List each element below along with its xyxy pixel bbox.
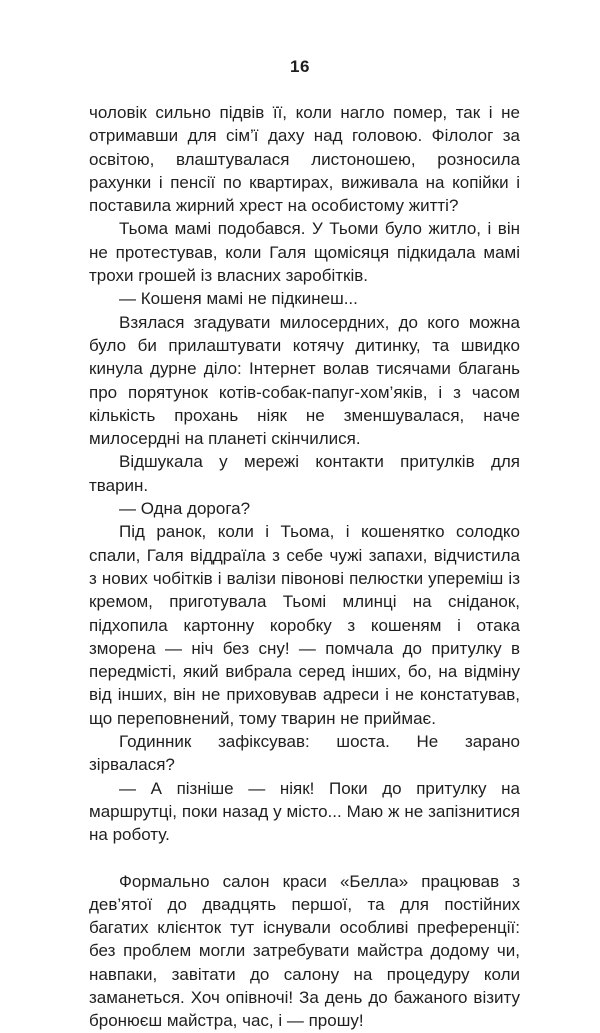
paragraph: — Одна дорога? <box>119 499 251 519</box>
paragraph: — Кошеня мамі не підкинеш... <box>119 289 358 309</box>
paragraph: Формально салон краси «Белла» працював з дев’ятої до двадцять першої, та для постійних багатих клієнток тут існували особливі преференції: без проблем могли затребувати майстра додому чи, навпаки, завітати до салону на процедуру коли заманеться. Хоч опівночі! За день до бажаного візиту бронюєш майстра, час, і — прошу! <box>89 871 520 1031</box>
body-text <box>89 101 520 1033</box>
paragraph: чоловік сильно підвів її, коли нагло помер, так і не отримавши для сім’ї даху над головою. Філолог за освітою, влаштувалася листоношею, розносила рахунки і пенсії по квартирах, виживала на копійки і поставила жирний хрест на особистому житті? <box>89 103 520 216</box>
paragraph: Тьома мамі подобався. У Тьоми було житло, і він не протестував, коли Галя щомісяця підкидала мамі трохи грошей із власних заробітків. <box>89 219 520 286</box>
paragraph: Під ранок, коли і Тьома, і кошенятко солодко спали, Галя віддраїла з себе чужі запахи, відчистила з нових чобітків і валізи півонові пелюстки упереміш із кремом, приготувала Тьомі млинці на сніданок, підхопила картонну коробку з кошеням і отака зморена — ніч без сну! — помчала до притулку в передмісті, який вибрала серед інших, бо, на відміну від інших, він не приховував адреси і не констатував, що переповнений, тому тварин не приймає. <box>89 522 520 728</box>
paragraph: Відшукала у мережі контакти притулків для тварин. <box>89 452 520 495</box>
paragraph: — А пізніше — ніяк! Поки до притулку на маршрутці, поки назад у місто... Маю ж не запізнитися на роботу. <box>89 778 520 845</box>
page-number: 16 <box>290 57 310 76</box>
paragraph: Взялася згадувати милосердних, до кого можна було би прилаштувати котячу дитинку, та швидко кинула дурне діло: Інтернет волав тисячами благань про порятунок котів-собак-папуг-хом’яків, і з часом кількість прохань ніяк не зменшувалася, наче милосердні на планеті скінчилися. <box>89 312 520 449</box>
paragraph: Годинник зафіксував: шоста. Не зарано зірвалася? <box>89 732 520 775</box>
